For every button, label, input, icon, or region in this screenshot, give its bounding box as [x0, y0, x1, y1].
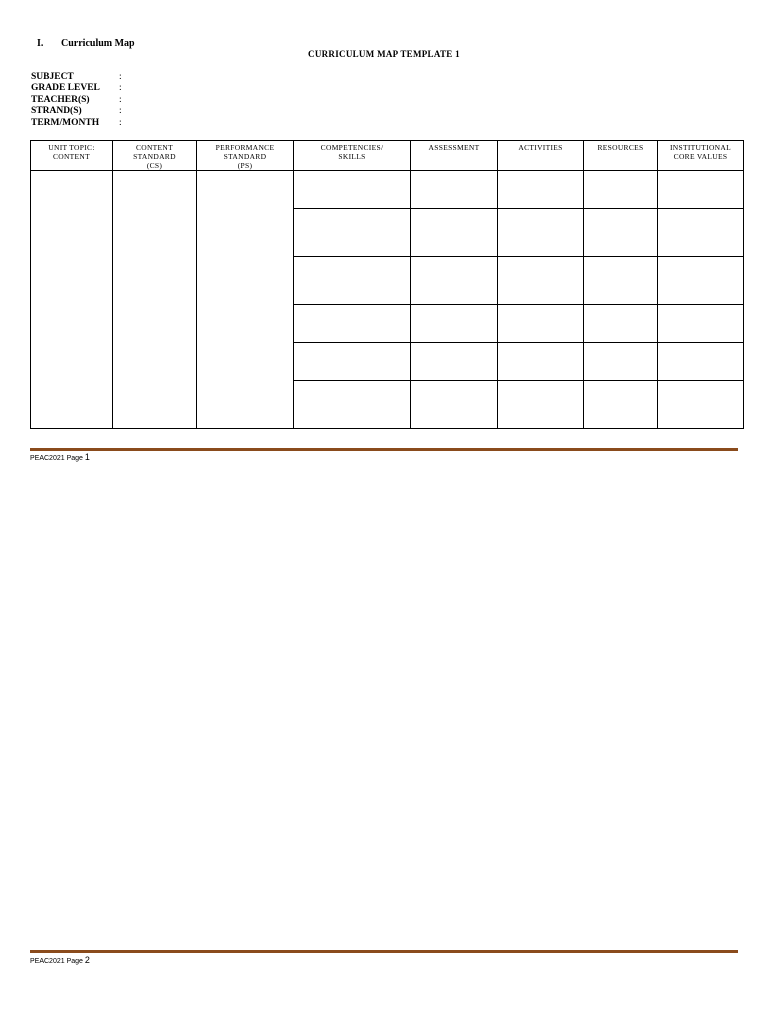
section-number: I. [37, 38, 44, 49]
info-fields [31, 72, 122, 129]
info-label: TEACHER(S) [31, 94, 90, 105]
table-cell[interactable] [411, 381, 498, 429]
table-cell[interactable] [584, 257, 658, 305]
table-cell[interactable] [498, 305, 584, 343]
info-colon: : [119, 72, 122, 82]
table-cell[interactable] [658, 209, 744, 257]
table-cell[interactable] [411, 305, 498, 343]
page-footer-2 [30, 955, 90, 965]
table-cell[interactable] [498, 171, 584, 209]
footer-label: PEAC2021 Page [30, 958, 85, 965]
info-label: TERM/MONTH [31, 117, 100, 128]
table-cell[interactable] [584, 381, 658, 429]
info-colon: : [119, 117, 122, 128]
table-cell[interactable] [498, 343, 584, 381]
info-label: GRADE LEVEL [31, 83, 100, 94]
table-cell[interactable] [411, 257, 498, 305]
page-footer-1 [30, 452, 90, 462]
table-cell[interactable] [294, 171, 411, 209]
info-colon: : [119, 106, 122, 117]
info-row-strands [31, 106, 122, 117]
info-row-teachers [31, 95, 122, 106]
template-title-text: CURRICULUM MAP TEMPLATE 1 [308, 49, 460, 59]
section-title: Curriculum Map [61, 38, 135, 49]
template-title [0, 49, 768, 59]
table-header-row [31, 141, 744, 171]
table-cell[interactable] [584, 171, 658, 209]
table-cell[interactable] [658, 381, 744, 429]
header-resources: RESOURCES [584, 141, 658, 171]
header-core-values: INSTITUTIONAL CORE VALUES [658, 141, 744, 171]
info-row-subject [31, 72, 122, 83]
header-performance-standard: PERFORMANCE STANDARD (PS) [197, 141, 294, 171]
table-row [31, 171, 744, 209]
header-assessment: ASSESSMENT [411, 141, 498, 171]
table-cell[interactable] [294, 381, 411, 429]
footer-divider [30, 448, 738, 451]
table-cell[interactable] [658, 257, 744, 305]
table-cell[interactable] [411, 343, 498, 381]
cell-performance-standard[interactable] [197, 171, 294, 429]
table-cell[interactable] [498, 209, 584, 257]
header-content-standard: CONTENT STANDARD (CS) [113, 141, 197, 171]
info-label: STRAND(S) [31, 106, 82, 117]
table-cell[interactable] [498, 257, 584, 305]
curriculum-map-table [30, 140, 744, 429]
info-colon: : [119, 83, 122, 94]
header-unit-topic: UNIT TOPIC: CONTENT [31, 141, 113, 171]
table-cell[interactable] [294, 257, 411, 305]
info-colon: : [119, 94, 122, 105]
table-cell[interactable] [658, 171, 744, 209]
table-cell[interactable] [658, 305, 744, 343]
footer-page-number: 1 [84, 452, 90, 462]
table-cell[interactable] [584, 305, 658, 343]
table-cell[interactable] [294, 305, 411, 343]
section-heading [37, 38, 135, 49]
table-cell[interactable] [294, 343, 411, 381]
footer-divider [30, 950, 738, 953]
table-cell[interactable] [294, 209, 411, 257]
table-cell[interactable] [411, 171, 498, 209]
table-cell[interactable] [584, 209, 658, 257]
info-row-term-month [31, 118, 122, 129]
table-cell[interactable] [411, 209, 498, 257]
header-activities: ACTIVITIES [498, 141, 584, 171]
info-label: SUBJECT [31, 72, 74, 82]
info-row-grade-level [31, 83, 122, 94]
table-cell[interactable] [498, 381, 584, 429]
cell-unit-topic[interactable] [31, 171, 113, 429]
header-competencies: COMPETENCIES/ SKILLS [294, 141, 411, 171]
footer-page-number: 2 [84, 955, 90, 965]
table-cell[interactable] [584, 343, 658, 381]
footer-label: PEAC2021 Page [30, 455, 85, 462]
table-cell[interactable] [658, 343, 744, 381]
cell-content-standard[interactable] [113, 171, 197, 429]
